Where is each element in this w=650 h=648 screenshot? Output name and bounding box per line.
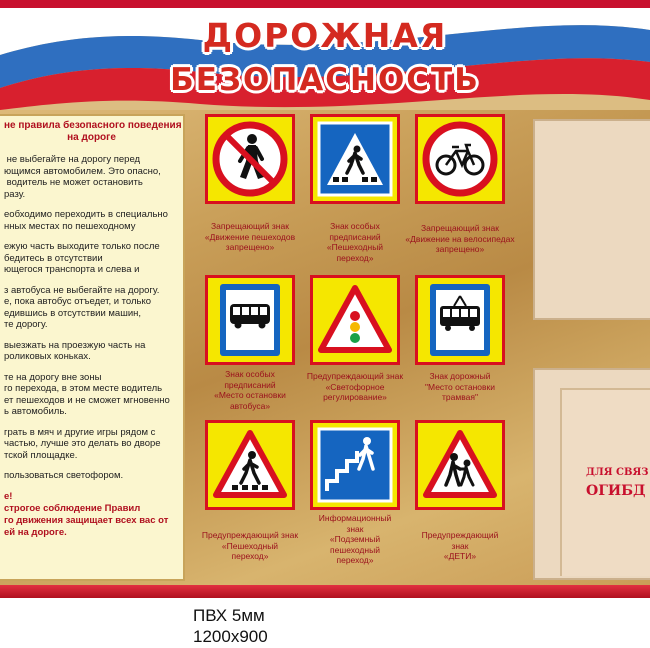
sign-caption: Знак особых предписаний «Место остановки автобуса» [214,369,286,411]
contact-heading: ДЛЯ СВЯЗ [586,467,649,478]
sign-caption: Знак особых предписаний «Пешеходный переход» [326,221,384,263]
sign-children [415,420,505,510]
rule-item: ежую часть выходите только после бедитесь в отсутствии ющегося транспорта и слева и [4,241,160,275]
rules-panel [0,114,185,581]
poster-title-line2: БЕЗОПАСНОСТЬ [170,62,480,98]
sign-no-pedestrians [205,114,295,204]
pedestrian-crossing-warning-icon [212,427,288,503]
rule-item: грать в мяч и другие игры рядом с частью, лучше это делать во дворе тской площадке. [4,426,161,461]
rules-heading: не правила безопасного поведения на дороге [4,120,182,143]
spec-material: ПВХ 5мм [193,606,265,625]
no-bicycles-icon [422,121,498,197]
spec-size: 1200х900 [193,627,268,646]
bus-stop-icon [212,282,288,358]
sign-caption: Запрещающий знак «Движение на велосипедах запрещено» [405,223,515,254]
sign-caption: Запрещающий знак «Движение пешеходов запрещено» [204,221,296,252]
contact-card [560,388,650,576]
rules-conclusion: е! строгое соблюдение Правил го движения защищает всех вас от ей на дороге. [4,490,169,538]
bottom-frame [0,585,650,598]
contact-name: ОГИБД [586,483,646,499]
sign-crosswalk [310,114,400,204]
no-pedestrians-icon [212,121,288,197]
sign-caption: Знак дорожный "Место остановки трамвая" [425,371,495,402]
sign-caption: Информационный знак «Подземный пешеходный переход» [318,513,392,565]
traffic-light-warning-icon [317,282,393,358]
sign-pedestrian-crossing-warning [205,420,295,510]
sign-caption: Предупреждающий знак «Пешеходный переход» [201,530,299,561]
top-frame [0,0,650,8]
rule-item: те на дорогу вне зоны го перехода, в этом месте водитель ет пешеходов и не сможет мгновенно ь автомобиль. [4,371,170,417]
children-warning-icon [422,427,498,503]
crosswalk-icon [317,121,393,197]
rule-item: выезжать на проезжую часть на роликовых коньках. [4,339,146,362]
sign-bus-stop [205,275,295,365]
tram-stop-icon [422,282,498,358]
rule-item: з автобуса не выбегайте на дорогу. е, пока автобус отъедет, и только едившись в отсутствии машин, те дорогу. [4,284,160,330]
underground-crossing-icon [317,427,393,503]
poster-title-line1: ДОРОЖНАЯ [202,16,448,55]
sign-underground-crossing [310,420,400,510]
sign-no-bicycles [415,114,505,204]
sign-caption: Предупреждающий знак «Светофорное регулирование» [306,371,404,402]
rule-item: пользоваться светофором. [4,470,124,481]
sign-caption: Предупреждающий знак «ДЕТИ» [421,530,499,561]
rule-item: еобходимо переходить в специально нных местах по пешеходному [4,209,168,232]
sign-tram-stop [415,275,505,365]
document-pocket-top [533,119,650,320]
sign-traffic-light [310,275,400,365]
rule-item: не выбегайте на дорогу перед ющимся автомобилем. Это опасно, водитель не может остановить разу. [4,154,161,200]
